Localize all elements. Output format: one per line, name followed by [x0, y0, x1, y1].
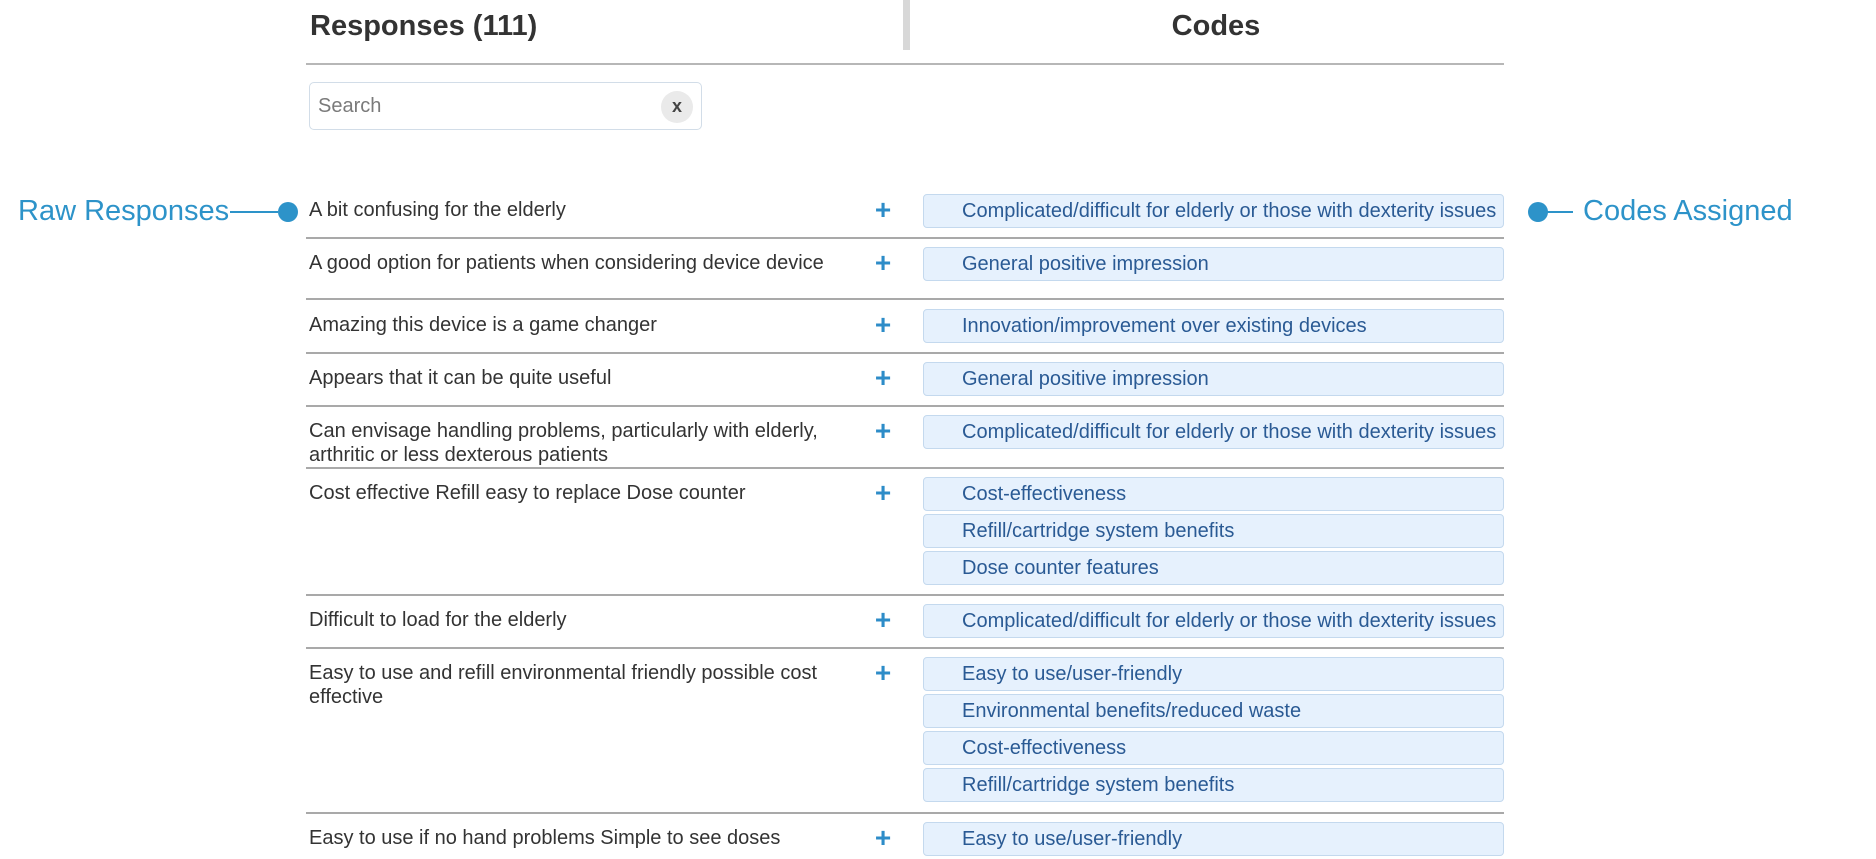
code-list [923, 657, 1504, 805]
response-text: A bit confusing for the elderly [309, 199, 566, 221]
add-code-button[interactable]: + [874, 657, 892, 688]
row-divider [306, 647, 1504, 649]
row-divider [306, 594, 1504, 596]
row-divider [306, 467, 1504, 469]
code-list [923, 477, 1504, 588]
search-box [309, 82, 702, 130]
response-text: Easy to use if no hand problems Simple to see doses [309, 827, 781, 849]
raw-responses-dot [278, 202, 298, 222]
code-tag[interactable]: Cost-effectiveness [923, 731, 1504, 765]
raw-responses-annotation: Raw Responses [18, 195, 230, 227]
raw-responses-connector [230, 211, 278, 213]
column-divider [903, 0, 910, 50]
code-list [923, 415, 1504, 452]
codes-assigned-annotation: Codes Assigned [1583, 195, 1793, 227]
codes-assigned-connector [1545, 211, 1573, 213]
response-text: Easy to use and refill environmental friendly possible cost effective [309, 662, 818, 708]
code-tag[interactable]: General positive impression [923, 362, 1504, 396]
responses-header: Responses (111) [310, 10, 538, 42]
add-code-button[interactable]: + [874, 362, 892, 393]
response-text: Appears that it can be quite useful [309, 367, 612, 389]
code-tag[interactable]: General positive impression [923, 247, 1504, 281]
response-text: Difficult to load for the elderly [309, 609, 567, 631]
row-divider [306, 405, 1504, 407]
code-list [923, 247, 1504, 284]
response-text: Amazing this device is a game changer [309, 314, 657, 336]
code-list [923, 194, 1504, 231]
code-tag[interactable]: Easy to use/user-friendly [923, 822, 1504, 856]
response-text: Cost effective Refill easy to replace Dose counter [309, 482, 746, 504]
code-tag[interactable]: Refill/cartridge system benefits [923, 514, 1504, 548]
code-list [923, 822, 1504, 859]
row-divider [306, 237, 1504, 239]
code-tag[interactable]: Complicated/difficult for elderly or those with dexterity issues [923, 415, 1504, 449]
row-divider [306, 812, 1504, 814]
code-list [923, 604, 1504, 641]
code-tag[interactable]: Innovation/improvement over existing devices [923, 309, 1504, 343]
response-text: Can envisage handling problems, particularly with elderly, arthritic or less dexterous patients [309, 420, 818, 466]
row-divider [306, 352, 1504, 354]
add-code-button[interactable]: + [874, 477, 892, 508]
response-text: A good option for patients when considering device device [309, 252, 824, 274]
search-input[interactable] [318, 83, 658, 129]
code-tag[interactable]: Environmental benefits/reduced waste [923, 694, 1504, 728]
code-list [923, 309, 1504, 346]
code-tag[interactable]: Refill/cartridge system benefits [923, 768, 1504, 802]
add-code-button[interactable]: + [874, 194, 892, 225]
codes-header: Codes [1171, 10, 1261, 42]
code-tag[interactable]: Easy to use/user-friendly [923, 657, 1504, 691]
row-divider [306, 298, 1504, 300]
header-rule [306, 63, 1504, 65]
add-code-button[interactable]: + [874, 247, 892, 278]
add-code-button[interactable]: + [874, 822, 892, 853]
code-tag[interactable]: Cost-effectiveness [923, 477, 1504, 511]
code-list [923, 362, 1504, 399]
code-tag[interactable]: Dose counter features [923, 551, 1504, 585]
code-tag[interactable]: Complicated/difficult for elderly or those with dexterity issues [923, 604, 1504, 638]
add-code-button[interactable]: + [874, 415, 892, 446]
code-tag[interactable]: Complicated/difficult for elderly or those with dexterity issues [923, 194, 1504, 228]
search-clear-button[interactable]: x [661, 91, 693, 123]
add-code-button[interactable]: + [874, 604, 892, 635]
add-code-button[interactable]: + [874, 309, 892, 340]
